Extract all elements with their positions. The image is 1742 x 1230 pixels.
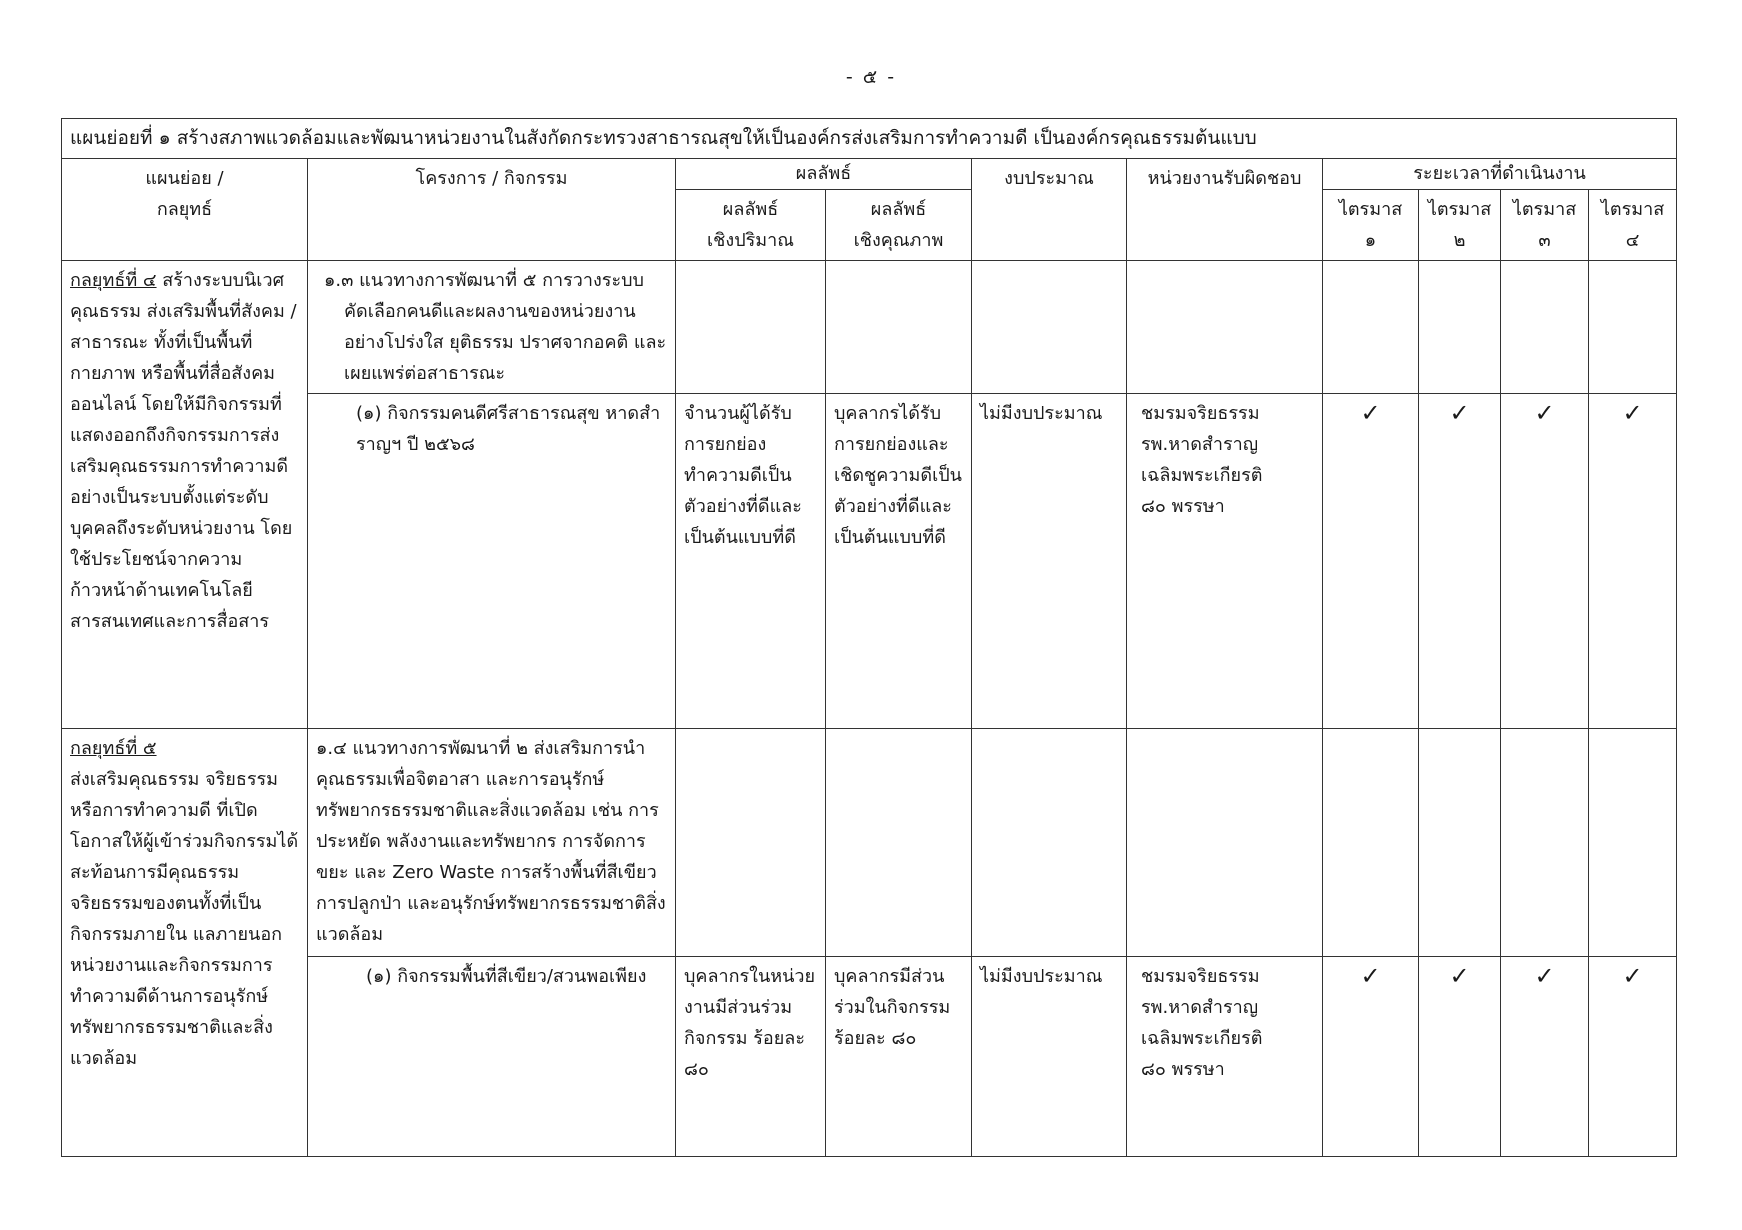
guideline-1-4	[308, 729, 676, 957]
quantity-1-cell: จำนวนผู้ได้รับการยกย่องทำความดีเป็นตัวอย่างที่ดีและเป็นต้นแบบที่ดี	[676, 394, 826, 729]
quarter-number: ๔	[1625, 230, 1640, 251]
header-outcome-quantity-line1: ผลลัพธ์	[722, 199, 779, 220]
header-subplan-label: แผนย่อย /	[145, 168, 224, 189]
activity-2-cell	[308, 957, 676, 1157]
header-outcome-quality-line2: เชิงคุณภาพ	[853, 230, 944, 251]
check-q1: ✓	[1323, 957, 1419, 1157]
header-quarter-2	[1419, 190, 1501, 261]
guideline-1-4-text: ๑.๔ แนวทางการพัฒนาที่ ๒ ส่งเสริมการนำคุณธรรมเพื่อจิตอาสา และการอนุรักษ์ทรัพยากรธรรมชาติและสิ่งแวดล้อม เช่น การประหยัด พลังงานและทรัพยากร การจัดการขยะ และ Zero Waste การสร้างพื้นที่สีเขียว การปลูกป่า และอนุรักษ์ทรัพยากรธรรมชาติสิ่งแวดล้อม	[316, 738, 666, 945]
responsible-line: รพ.หาดสำราญ	[1141, 997, 1259, 1018]
empty-cell	[676, 261, 826, 394]
empty-cell	[1501, 261, 1589, 394]
responsible-line: เฉลิมพระเกียรติ	[1141, 465, 1263, 486]
header-row	[62, 159, 1677, 190]
responsible-1-cell	[1127, 394, 1323, 729]
quarter-label: ไตรมาส	[1338, 199, 1403, 220]
quarter-label: ไตรมาส	[1600, 199, 1665, 220]
check-q3: ✓	[1501, 957, 1589, 1157]
header-quarter-4	[1589, 190, 1677, 261]
header-outcome-quality	[826, 190, 972, 261]
quality-2-cell: บุคลากรมีส่วนร่วมในกิจกรรม ร้อยละ ๘๐	[826, 957, 972, 1157]
header-outcome-quality-line1: ผลลัพธ์	[870, 199, 927, 220]
budget-2-cell: ไม่มีงบประมาณ	[972, 957, 1127, 1157]
empty-cell	[1501, 729, 1589, 957]
quantity-2-cell: บุคลากรในหน่วยงานมีส่วนร่วมกิจกรรม ร้อยละ ๘๐	[676, 957, 826, 1157]
check-q2: ✓	[1419, 394, 1501, 729]
table-row	[62, 261, 1677, 394]
header-project: โครงการ / กิจกรรม	[308, 159, 676, 261]
quarter-number: ๓	[1538, 230, 1551, 251]
plan-title-row	[62, 119, 1677, 159]
empty-cell	[1323, 261, 1419, 394]
check-q1: ✓	[1323, 394, 1419, 729]
strategy-5-cell	[62, 729, 308, 1157]
activity-1-cell	[308, 394, 676, 729]
quality-1-cell: บุคลากรได้รับการยกย่องและเชิดชูความดีเป็นตัวอย่างที่ดีและเป็นต้นแบบที่ดี	[826, 394, 972, 729]
strategy-4-title: กลยุทธ์ที่ ๔	[70, 270, 157, 291]
empty-cell	[826, 261, 972, 394]
check-q4: ✓	[1589, 957, 1677, 1157]
budget-1-cell: ไม่มีงบประมาณ	[972, 394, 1127, 729]
responsible-2-cell	[1127, 957, 1323, 1157]
responsible-line: รพ.หาดสำราญ	[1141, 434, 1259, 455]
check-q4: ✓	[1589, 394, 1677, 729]
responsible-line: ชมรมจริยธรรม	[1141, 403, 1260, 424]
empty-cell	[1127, 261, 1323, 394]
strategy-5-title: กลยุทธ์ที่ ๕	[70, 738, 157, 759]
activity-1-text: (๑) กิจกรรมคนดีศรีสาธารณสุข หาดสำราญฯ ปี ๒๕๖๘	[356, 403, 661, 455]
quarter-number: ๑	[1364, 230, 1377, 251]
responsible-line: ๘๐ พรรษา	[1141, 496, 1225, 517]
plan-title: แผนย่อยที่ ๑ สร้างสภาพแวดล้อมและพัฒนาหน่วยงานในสังกัดกระทรวงสาธารณสุขให้เป็นองค์กรส่งเสริมการทำความดี เป็นองค์กรคุณธรรมต้นแบบ	[62, 119, 1677, 159]
responsible-line: ๘๐ พรรษา	[1141, 1059, 1225, 1080]
header-responsible: หน่วยงานรับผิดชอบ	[1127, 159, 1323, 261]
empty-cell	[1323, 729, 1419, 957]
strategy-4-cell	[62, 261, 308, 729]
empty-cell	[1589, 261, 1677, 394]
header-outcome-quantity	[676, 190, 826, 261]
check-q3: ✓	[1501, 394, 1589, 729]
empty-cell	[1419, 261, 1501, 394]
header-budget: งบประมาณ	[972, 159, 1127, 261]
quarter-label: ไตรมาส	[1512, 199, 1577, 220]
page-number: - ๕ -	[845, 66, 897, 88]
strategy-5-text: ส่งเสริมคุณธรรม จริยธรรม หรือการทำความดี ที่เปิดโอกาสให้ผู้เข้าร่วมกิจกรรมได้สะท้อนการมีคุณธรรม จริยธรรมของตนทั้งที่เป็นกิจกรรมภายใน แลภายนอกหน่วยงานและกิจกรรมการทำความดีด้านการอนุรักษ์ทรัพยากรธรรมชาติและสิ่งแวดล้อม	[70, 769, 299, 1069]
empty-cell	[1589, 729, 1677, 957]
plan-table	[61, 118, 1677, 1157]
header-quarter-1	[1323, 190, 1419, 261]
guideline-1-3	[308, 261, 676, 394]
empty-cell	[826, 729, 972, 957]
check-q2: ✓	[1419, 957, 1501, 1157]
header-outcome-quantity-line2: เชิงปริมาณ	[707, 230, 794, 251]
empty-cell	[676, 729, 826, 957]
quarter-number: ๒	[1453, 230, 1466, 251]
responsible-line: ชมรมจริยธรรม	[1141, 966, 1260, 987]
activity-2-text: (๑) กิจกรรมพื้นที่สีเขียว/สวนพอเพียง	[366, 966, 647, 987]
guideline-1-3-text: ๑.๓ แนวทางการพัฒนาที่ ๕ การวางระบบคัดเลือกคนดีและผลงานของหน่วยงานอย่างโปร่งใส ยุติธรรม ปราศจากอคติ และเผยแพร่ต่อสาธารณะ	[324, 270, 667, 384]
empty-cell	[1419, 729, 1501, 957]
quarter-label: ไตรมาส	[1427, 199, 1492, 220]
header-outcome: ผลลัพธ์	[676, 159, 972, 190]
header-strategy-label: กลยุทธ์	[156, 199, 213, 220]
empty-cell	[972, 729, 1127, 957]
strategy-4-text: สร้างระบบนิเวศคุณธรรม ส่งเสริมพื้นที่สังคม / สาธารณะ ทั้งที่เป็นพื้นที่กายภาพ หรือพื้นที่สื่อสังคมออนไลน์ โดยให้มีกิจกรรมที่แสดงออกถึงกิจกรรมการส่งเสริมคุณธรรมการทำความดีอย่างเป็นระบบตั้งแต่ระดับบุคคลถึงระดับหน่วยงาน โดยใช้ประโยชน์จากความก้าวหน้าด้านเทคโนโลยีสารสนเทศและการสื่อสาร	[70, 270, 297, 632]
header-quarter-3	[1501, 190, 1589, 261]
responsible-line: เฉลิมพระเกียรติ	[1141, 1028, 1263, 1049]
header-timeframe: ระยะเวลาที่ดำเนินงาน	[1323, 159, 1677, 190]
header-subplan	[62, 159, 308, 261]
table-row	[62, 729, 1677, 957]
empty-cell	[1127, 729, 1323, 957]
empty-cell	[972, 261, 1127, 394]
